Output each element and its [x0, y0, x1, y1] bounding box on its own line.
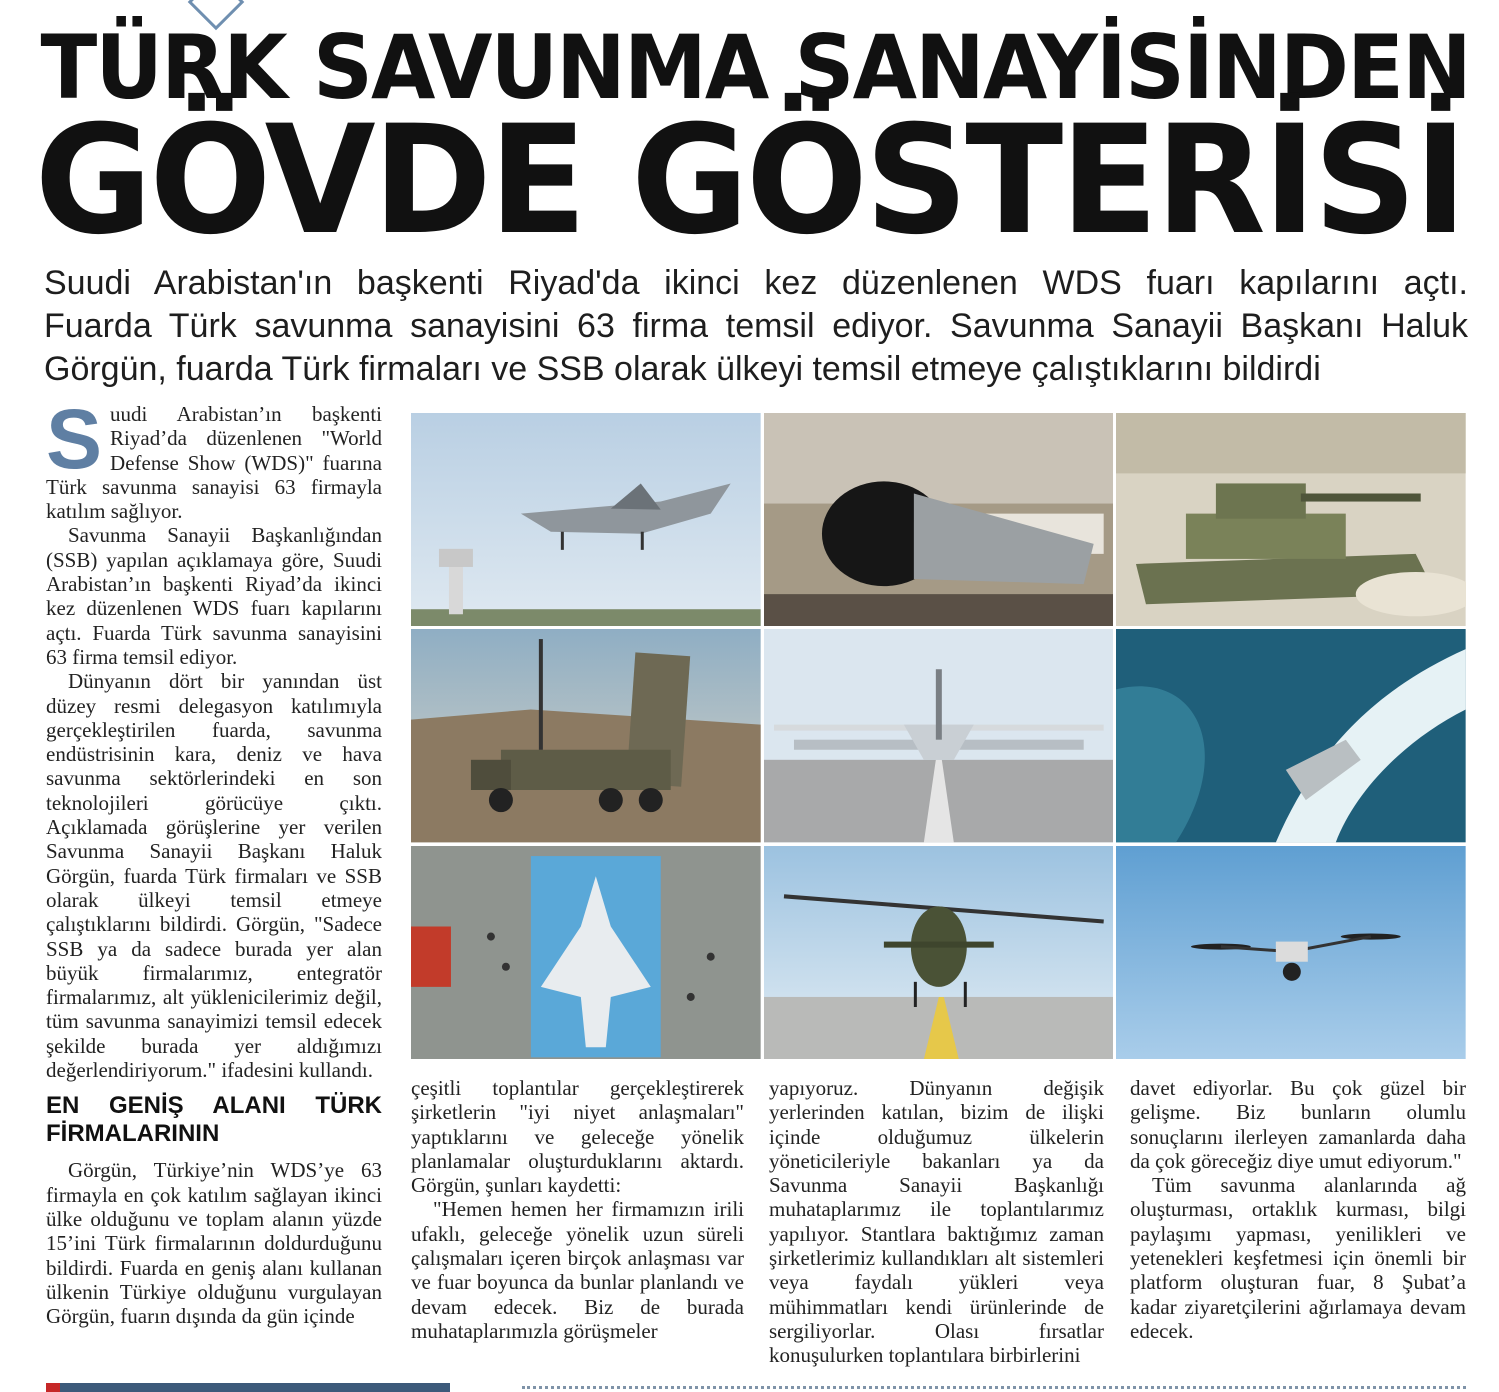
drop-cap: S — [46, 392, 103, 486]
article-paragraph — [46, 392, 382, 524]
footer-accent — [46, 1383, 60, 1392]
headline-line-2: GÖVDE GÖSTERİSİ — [34, 94, 1465, 268]
photo-quadcopter-drone — [1116, 846, 1466, 1059]
article-paragraph: Tüm savunma alanlarında ağ oluşturması, ortaklık kurması, bilgi paylaşımı yapması, yenilikleri ve yetenekleri keşfetmesi için önemli bir platform oluşturan fuar, 8 Şubat’a kadar ziyaretçilerini ağırlamaya devam edecek. — [1130, 1173, 1466, 1343]
article-paragraph: Dünyanın dört bir yanından üst düzey resmi delegasyon katılımıyla gerçekleştirilen fuarda, savunma endüstrisinin kara, deniz ve hava savunma sektörlerindeki en son teknolojileri görücüye çıktı. Açıklamada görüşlerine yer verilen Savunma Sanayii Başkanı Haluk Görgün, fuarda Türk firmaları ve SSB olarak ülkeyi temsil etmeye çalıştıklarını bildirdi. Görgün, "Sadece SSB ya da sadece burada yer alan büyük firmalarımız, entegratör firmalarımız, alt yüklenicilerimiz değil, tüm savunma sanayimizi temsil edecek şekilde burada yer aldığımızı değerlendiriyorum." ifadesini kullandı. — [46, 669, 382, 1083]
photo-naval-boat — [1116, 629, 1466, 842]
subheading: EN GENİŞ ALANI TÜRK FİRMALARININ — [46, 1092, 382, 1148]
deck-line-3: Görgün, fuarda Türk firmaları ve SSB olarak ülkeyi temsil etmeye çalıştıklarını bildirdi — [44, 350, 1321, 388]
photo-drones-runway — [764, 629, 1114, 842]
article-paragraph: Görgün, Türkiye’nin WDS’ye 63 firmayla en çok katılım sağlayan ikinci ülke olduğunu ve toplam alanın yüzde 15’ini Türk firmalarının doldurduğunu bildirdi. Fuarda en geniş alanı kullanan ülkenin Türkiye olduğunu vurgulayan Görgün, fuarın dışında da gün içinde — [46, 1158, 382, 1329]
article-column-4 — [1130, 1076, 1466, 1343]
article-paragraph: Savunma Sanayii Başkanlığından (SSB) yapılan açıklamaya göre, Suudi Arabistan’ın başkenti Riyad’da ikinci kez düzenlenen WDS fuarı kapılarını açtı. Fuarda Türk savunma sanayisini 63 firma temsil ediyor. — [46, 523, 382, 669]
deck-line-1: Suudi Arabistan'ın başkenti Riyad'da ikinci kez düzenlenen WDS fuarı kapılarını açtı. — [44, 264, 1468, 302]
article-column-3 — [769, 1076, 1104, 1368]
photo-missile-display — [764, 413, 1114, 626]
photo-aircraft-mockup — [411, 846, 761, 1059]
article-paragraph: çeşitli toplantılar gerçekleştirerek şirketlerin "iyi niyet anlaşmaları" yaptıklarını ve geleceğe yönelik planlamalar oluşturduklarını aktardı. Görgün, şunları kaydetti: — [411, 1076, 744, 1198]
article-column-2 — [411, 1076, 744, 1343]
photo-collage — [411, 413, 1466, 1059]
photo-missile-launcher — [411, 629, 761, 842]
article-paragraph: davet ediyorlar. Bu çok güzel bir gelişme. Biz bunların olumlu sonuçlarını ilerleyen zamanlarda daha da çok göreceğiz diye umut ediyorum." — [1130, 1076, 1466, 1173]
deck-summary — [44, 262, 1468, 391]
headline-line-1: TÜRK SAVUNMA SANAYİSİNDEN — [40, 16, 1470, 119]
paragraph-text: uudi Arabistan’ın başkenti Riyad’da düzenlenen "World Defense Show (WDS)" fuarına Türk savunma sanayisi 63 firmayla katılım sağlıyor. — [46, 402, 382, 524]
article-paragraph: yapıyoruz. Dünyanın değişik yerlerinden katılan, bizim de ilişki içinde olduğumuz ülkelerin yöneticileriyle bakanları ya da Savunma Sanayii Başkanlığı muhataplarımız ile toplantılarımız yapılıyor. Stantlara baktığımız zaman şirketlerimiz kullandıkları alt sistemleri veya faydalı yükleri veya mühimmatları kendi ürünlerinde de sergiliyorlar. Olası fırsatlar konuşulurken toplantılara birbirlerini — [769, 1076, 1104, 1368]
photo-fighter-jet — [411, 413, 761, 626]
deck-line-2: Fuarda Türk savunma sanayisini 63 firma temsil ediyor. Savunma Sanayii Başkanı Haluk — [44, 307, 1468, 345]
footer-bar — [46, 1383, 450, 1392]
photo-armored-vehicle — [1116, 413, 1466, 626]
article-column-1 — [46, 392, 382, 1329]
photo-attack-helicopter — [764, 846, 1114, 1059]
footer-dotted-rule — [522, 1386, 1466, 1389]
article-paragraph: "Hemen hemen her firmamızın irili ufaklı, geleceğe yönelik uzun süreli çalışmaları içeren birçok anlaşması var ve fuar boyunca da bunlar planlandı ve devam edecek. Biz de burada muhataplarımızla görüşmeler — [411, 1197, 744, 1343]
